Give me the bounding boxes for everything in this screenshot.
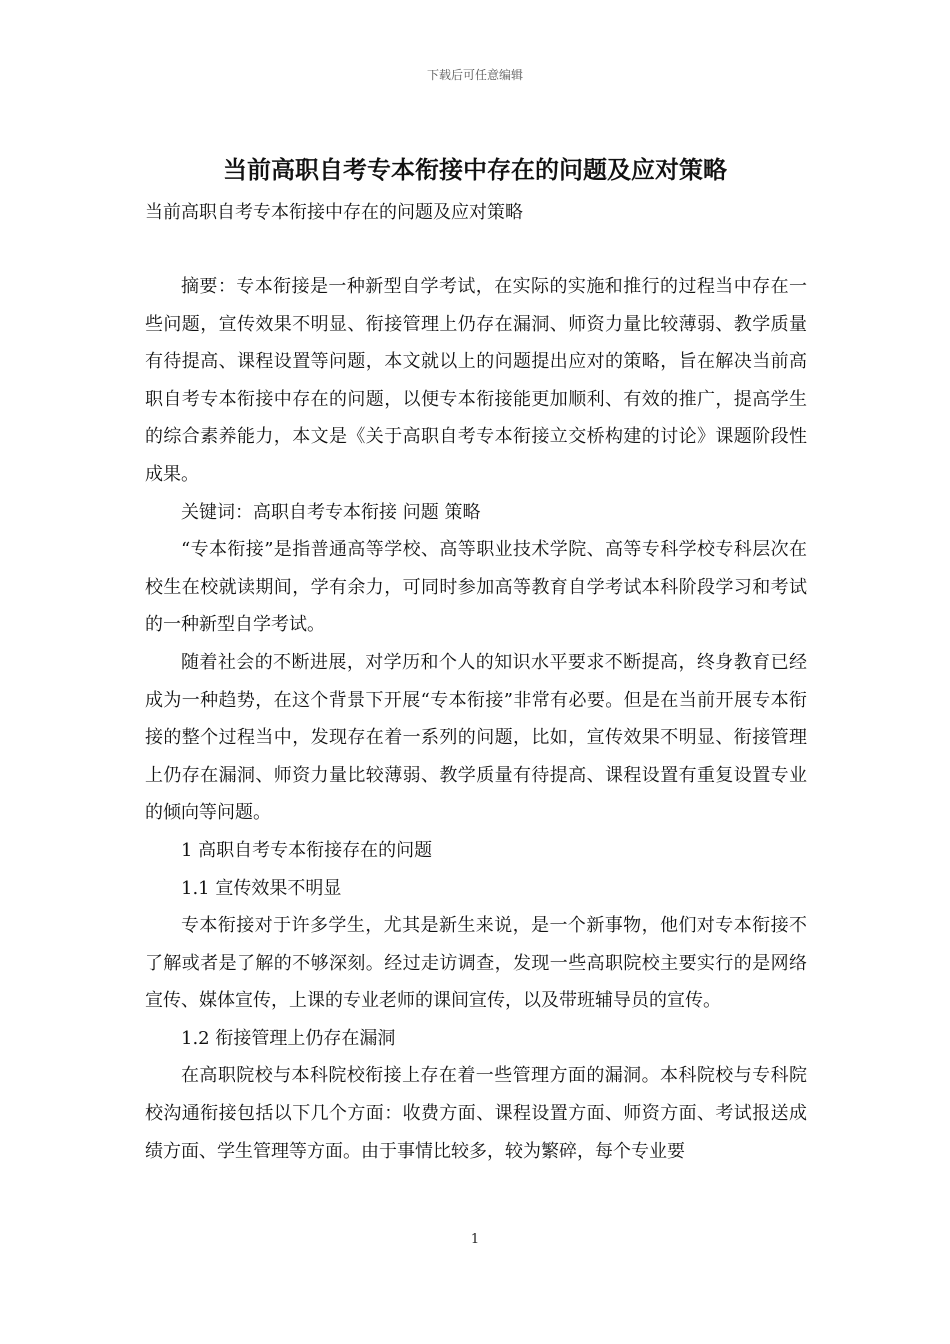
section-heading-1-1: 1.1 宣传效果不明显 xyxy=(181,877,342,899)
abstract-paragraph: 摘要：专本衔接是一种新型自学考试，在实际的实施和推行的过程当中存在一些问题，宣传效果不明显、衔接管理上仍存在漏洞、师资力量比较薄弱、教学质量有待提高、课程设置等问题，本文就以上的问题提出应对的策略，旨在解决当前高职自考专本衔接中存在的问题，以便专本衔接能更加顺利、有效的推广，提高学生的综合素养能力，本文是《关于高职自考专本衔接立交桥构建的讨论》课题阶段性成果。 xyxy=(145,276,807,485)
section-1-2-paragraph: 在高职院校与本科院校衔接上存在着一些管理方面的漏洞。本科院校与专科院校沟通衔接包括以下几个方面：收费方面、课程设置方面、师资方面、考试报送成绩方面、学生管理等方面。由于事情比较多，较为繁碎，每个专业要 xyxy=(145,1065,807,1162)
document-title: 当前高职自考专本衔接中存在的问题及应对策略 xyxy=(223,155,727,184)
keywords-paragraph: 关键词：高职自考专本衔接 问题 策略 xyxy=(181,501,481,523)
section-heading-1: 1 高职自考专本衔接存在的问题 xyxy=(181,839,433,861)
section-1-1-paragraph: 专本衔接对于许多学生，尤其是新生来说，是一个新事物，他们对专本衔接不了解或者是了解的不够深刻。经过走访调查，发现一些高职院校主要实行的是网络宣传、媒体宣传，上课的专业老师的课间宣传，以及带班辅导员的宣传。 xyxy=(145,915,807,1012)
definition-paragraph: “专本衔接”是指普通高等学校、高等职业技术学院、高等专科学校专科层次在校生在校就读期间，学有余力，可同时参加高等教育自学考试本科阶段学习和考试的一种新型自学考试。 xyxy=(145,539,807,636)
background-paragraph: 随着社会的不断进展，对学历和个人的知识水平要求不断提高，终身教育已经成为一种趋势，在这个背景下开展“专本衔接”非常有必要。但是在当前开展专本衔接的整个过程当中，发现存在着一系列的问题，比如，宣传效果不明显、衔接管理上仍存在漏洞、师资力量比较薄弱、教学质量有待提高、课程设置有重复设置专业的倾向等问题。 xyxy=(145,651,807,824)
page-number: 1 xyxy=(470,1232,480,1247)
header-note: 下载后可任意编辑 xyxy=(426,68,523,82)
document-subtitle: 当前高职自考专本衔接中存在的问题及应对策略 xyxy=(145,202,523,223)
section-heading-1-2: 1.2 衔接管理上仍存在漏洞 xyxy=(181,1027,396,1049)
document-body xyxy=(145,268,807,1170)
